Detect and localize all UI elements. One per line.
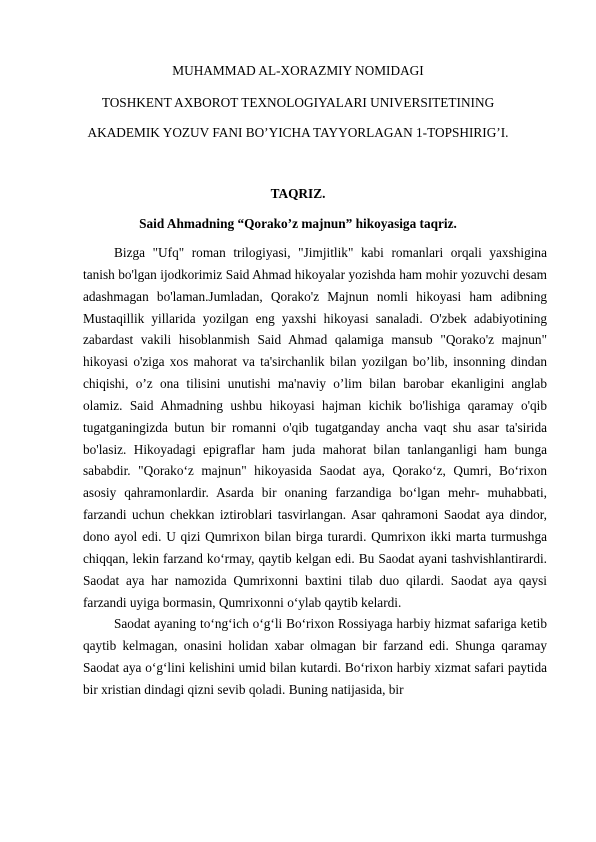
body-text	[83, 242, 547, 701]
body-paragraph-1: Bizga "Ufq" roman trilogiyasi, "Jimjitlik" kabi romanlari orqali yaxshigina tanish bo'lgan ijodkorimiz Said Ahmad hikoyalar yozishda ham mohir yozuvchi desam adashmagan bo'laman.Jumladan, Qorako'z Majnun nomli hikoyasi ham adibning Mustaqillik yillarida yozilgan eng yaxshi hikoyasi sanaladi. O'zbek adabiyotining zabardast vakili hisoblanmish Said Ahmad qalamiga mansub "Qorako'z majnun" hikoyasi o'ziga xos mahorat va ta'sirchanlik bilan yozilgan bo’lib, insonning dindan chiqishi, o’z ona tilisini unutishi ma'naviy o’lim bilan barobar ekanligini anglab olamiz. Said Ahmadning ushbu hikoyasi hajman kichik bo'lishiga qaramay o'qib tugatganingizda butun bir romanni o'qib tugatganday ancha vaqt shu asar ta'sirida bo'lasiz. Hikoyadagi epigraflar ham juda mahorat bilan tanlanganligi ham bunga sababdir. "Qorako‘z majnun" hikoyasida Saodat aya, Qorako‘z, Qumri, Bo‘rixon asosiy qahramonlardir. Asarda bir onaning farzandiga bo‘lgan mehr- muhabbati, farzandi uchun chekkan iztiroblari tasvirlangan. Asar qahramoni Saodat aya dindor, dono ayol edi. U qizi Qumrixon bilan birga turardi. Qumrixon ikki marta turmushga chiqqan, lekin farzand ko‘rmay, qaytib kelgan edi. Bu Saodat ayani tashvishlantirardi. Saodat aya har namozida Qumrixonni baxtini tilab duo qilardi. Saodat aya qaysi farzandi uyiga bormasin, Qumrixonni o‘ylab qaytib kelardi.	[83, 245, 547, 610]
document-subtitle: Said Ahmadning “Qorako’z majnun” hikoyasiga taqriz.	[139, 216, 457, 231]
header-line-university-name: MUHAMMAD AL-XORAZMIY NOMIDAGI	[172, 63, 424, 78]
document-title: TAQRIZ.	[270, 186, 326, 201]
header-line-university-full: TOSHKENT AXBOROT TEXNOLOGIYALARI UNIVERSITETINING	[101, 95, 495, 110]
header-line-assignment: AKADEMIK YOZUV FANI BO’YICHA TAYYORLAGAN 1-TOPSHIRIG’I.	[87, 125, 509, 140]
body-paragraph-2: Saodat ayaning to‘ng‘ich o‘g‘li Bo‘rixon Rossiyaga harbiy hizmat safariga ketib qaytib kelmagan, onasini holidan xabar olmagan bir farzand edi. Shunga qaramay Saodat aya o‘g‘lini kelishini umid bilan kutardi. Bo‘rixon harbiy xizmat safari paytida bir xristian dindagi qizni sevib qoladi. Buning natijasida, bir	[83, 616, 547, 697]
